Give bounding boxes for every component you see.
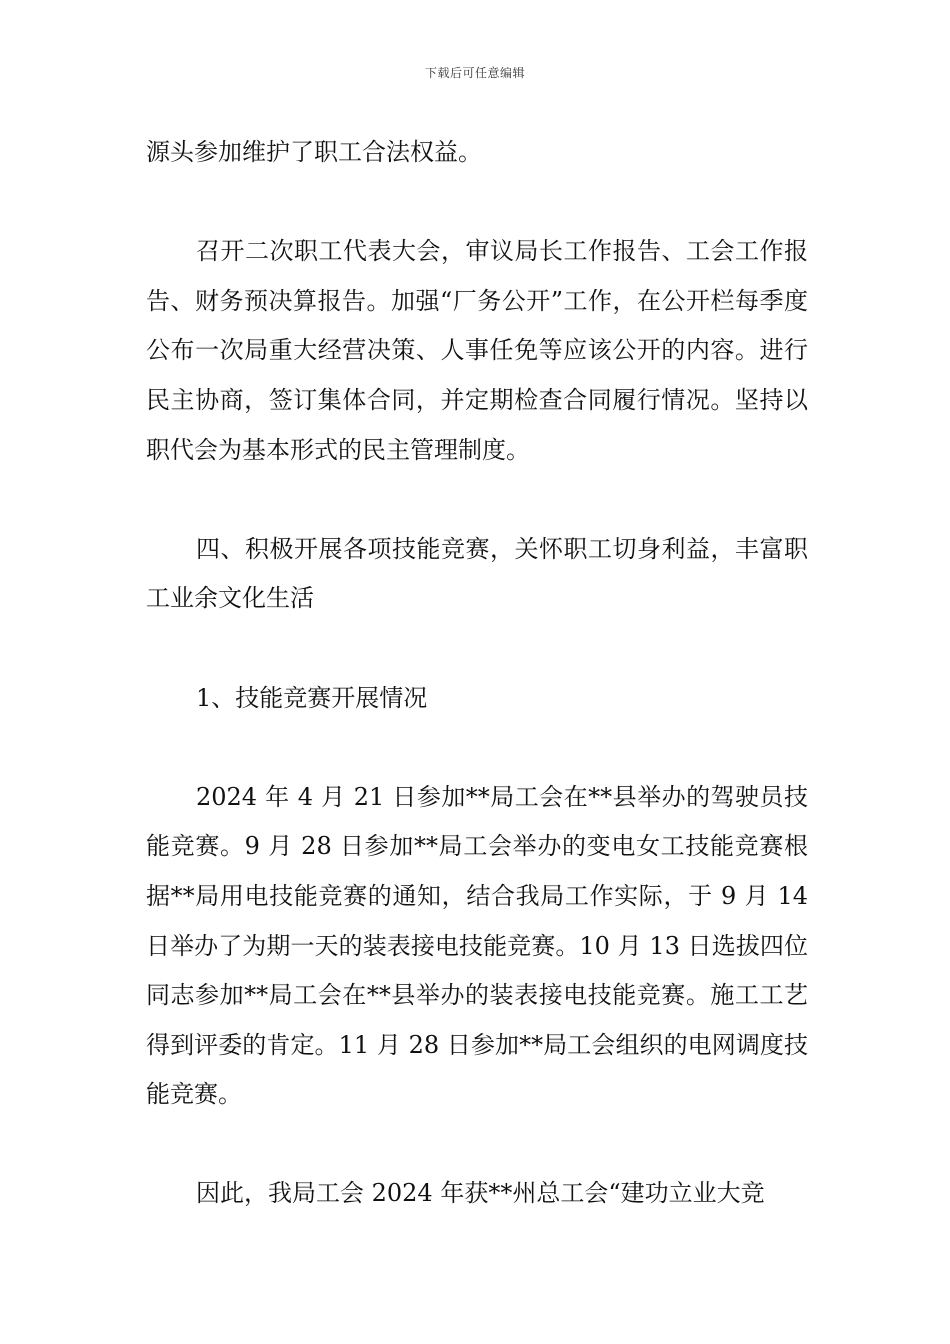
paragraph-award: 因此，我局工会 2024 年获**州总工会“建功立业大竞 xyxy=(196,1179,765,1208)
paragraph-gap xyxy=(146,723,808,773)
paragraph-2: 召开二次职工代表大会，审议局长工作报告、工会工作报告、财务预决算报告。加强“厂务公开”工作，在公开栏每季度公布一次局重大经营决策、人事任免等应该公开的内容。进行民主协商，签订集体合同，并定期检查合同履行情况。坚持以职代会为基本形式的民主管理制度。 xyxy=(146,237,808,464)
paragraph-gap xyxy=(146,1120,808,1170)
paragraph-gap xyxy=(146,475,808,525)
document-body xyxy=(146,128,808,1219)
paragraph-gap xyxy=(146,178,808,228)
paragraph-gap xyxy=(146,624,808,674)
paragraph-1: 源头参加维护了职工合法权益。 xyxy=(146,138,482,166)
section-heading-4: 四、积极开展各项技能竞赛，关怀职工切身利益，丰富职工业余文化生活 xyxy=(146,534,808,613)
paragraph-competitions: 2024 年 4 月 21 日参加**局工会在**县举办的驾驶员技能竞赛。9 月 28 日参加**局工会举办的变电女工技能竞赛根据**局用电技能竞赛的通知，结合我局工作实际，于 9 月 14 日举办了为期一天的装表接电技能竞赛。10 月 13 日选拔四位同志参加**局工会在**县举办的装表接电技能竞赛。施工工艺得到评委的肯定。11 月 28 日参加**局工会组织的电网调度技能竞赛。 xyxy=(146,782,808,1109)
header-note: 下载后可任意编辑 xyxy=(424,66,525,80)
subsection-heading-1: 1、技能竞赛开展情况 xyxy=(196,683,428,712)
